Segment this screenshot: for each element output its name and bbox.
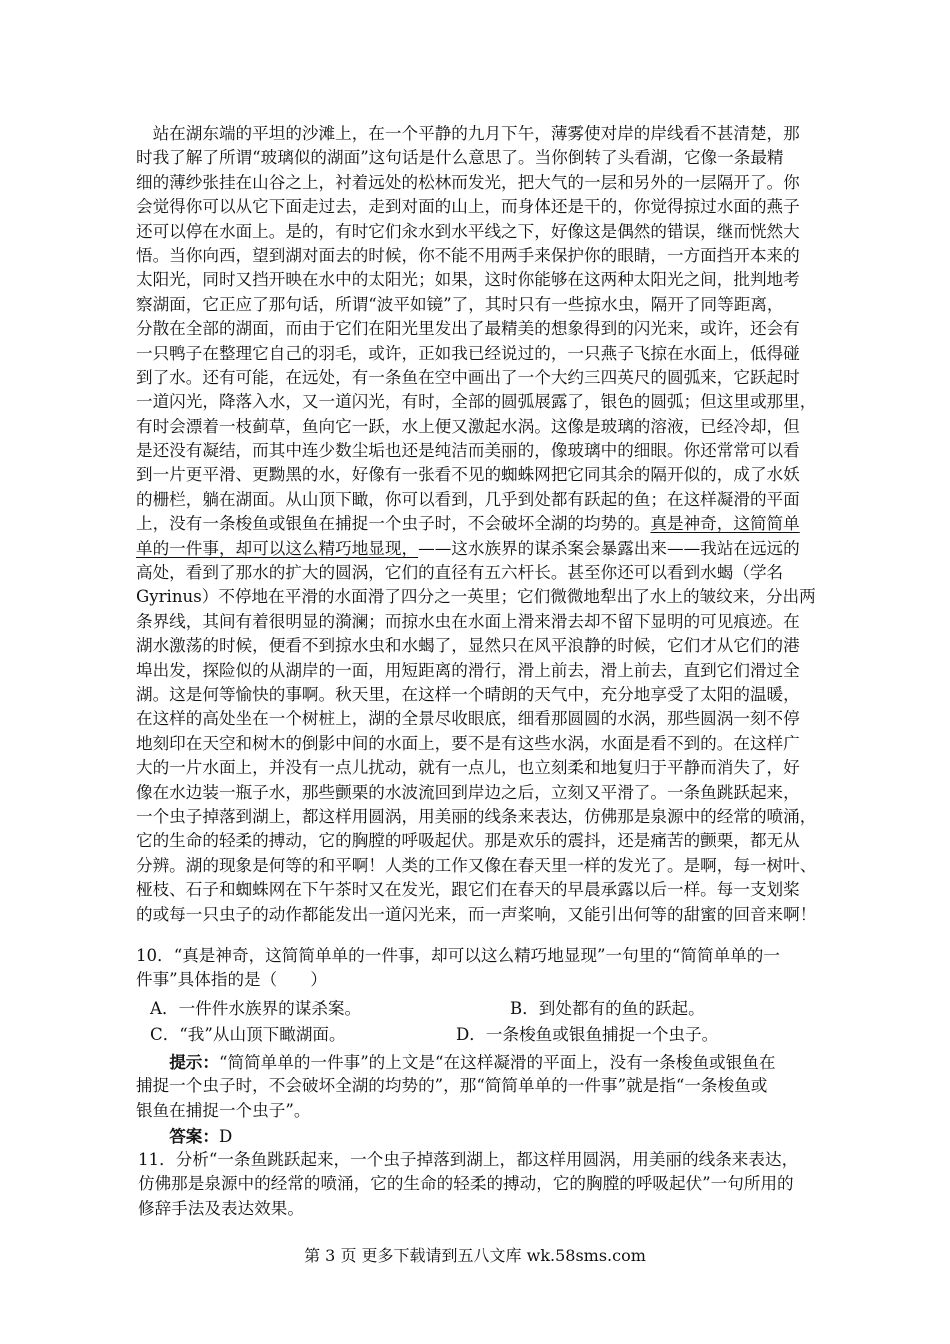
passage-line: 到了水。还有可能，在远处，有一条鱼在空中画出了一个大约三四英尺的圆弧来，它跃起时 [136,367,800,387]
question-stem: 11．分析“一条鱼跳跃起来，一个虫子掉落到湖上，都这样用圆涡，用美丽的线条来表达， [138,1150,799,1169]
passage-line: 时我了解了所谓“玻璃似的湖面”这句话是什么意思了。当你倒转了头看湖，它像一条最精 [136,148,784,168]
passage-line: 太阳光，同时又挡开映在水中的太阳光；如果，这时你能够在这两种太阳光之间，批判地考 [136,270,800,290]
passage-line: 像在水边装一瓶子水，那些颤栗的水波流回到岸边之后，立刻又平滑了。一条鱼跳跃起来， [136,782,800,802]
hint-block [136,1050,826,1123]
question-stem: 修辞手法及表达效果。 [138,1198,304,1218]
passage-line: Gyrinus）不停地在平滑的水面滑了四分之一英里；它们微微地犁出了水上的皱纹来，分出两 [136,587,816,607]
passage-line: 还可以停在水面上。是的，有时它们汆水到水平线之下，好像这是偶然的错误，继而恍然大 [136,221,800,241]
passage-line: 湖水激荡的时候，便看不到掠水虫和水蝎了，显然只在风平浪静的时候，它们才从它们的港 [136,636,800,656]
passage-line [136,512,816,536]
question-stem: 10．“真是神奇，这简简单单的一件事，却可以这么精巧地显现”一句里的“简简单单的一 [136,946,780,965]
answer-value: D [218,1127,233,1146]
passage-line: 是还没有凝结，而其中连少数尘垢也还是纯洁而美丽的，像玻璃中的细眼。你还常常可以看 [136,441,800,461]
reading-passage [136,122,816,927]
passage-line: 它的生命的轻柔的搏动，它的胸膛的呼吸起伏。那是欢乐的震抖，还是痛苦的颤栗，都无从 [136,831,800,851]
answer-line [136,1124,826,1148]
passage-line: 一只鸭子在整理它自己的羽毛，或许，正如我已经说过的，一只燕子飞掠在水面上，低得碰 [136,343,800,363]
hint-line [136,1050,826,1074]
passage-line: 地刻印在天空和树木的倒影中间的水面上，要不是有这些水涡，水面是看不到的。在这样广 [136,733,800,753]
passage-line: 到一片更平滑、更黝黑的水，好像有一张看不见的蜘蛛网把它同其余的隔开似的，成了水妖 [136,465,800,485]
passage-text: 上，没有一条梭鱼或银鱼在捕捉一个虫子时，不会破坏全湖的均势的。 [136,514,651,534]
passage-line: 大的一片水面上，并没有一点儿扰动，就有一点儿，也立刻柔和地复归于平静而消失了，好 [136,758,800,778]
passage-line: 一道闪光，降落入水，又一道闪光，有时，全部的圆弧展露了，银色的圆弧；但这里或那里， [136,392,817,412]
passage-line: 在这样的高处坐在一个树桩上，湖的全景尽收眼底，细看那圆圆的水涡，那些圆涡一刻不停 [136,709,800,729]
answer-block [136,1124,826,1148]
passage-line: 有时会漂着一枝蓟草，鱼向它一跃，水上便又激起水涡。这像是玻璃的溶液，已经冷却，但 [136,416,800,436]
underlined-sentence: 单的一件事，却可以这么精巧地显现， [136,538,419,558]
answer-label: 答案： [169,1126,219,1146]
passage-line: 高处，看到了那水的扩大的圆涡，它们的直径有五六杆长。甚至你还可以看到水蝎（学名 [136,563,784,583]
passage-line: 埠出发，探险似的从湖岸的一面，用短距离的滑行，滑上前去，滑上前去，直到它们滑过全 [136,660,800,680]
hint-label: 提示： [169,1052,219,1072]
passage-line: 的栅栏，躺在湖面。从山顶下瞰，你可以看到，几乎到处都有跃起的鱼；在这样凝滑的平面 [136,489,800,509]
option-d: D．一条梭鱼或银鱼捕捉一个虫子。 [456,1025,719,1044]
question-10 [136,944,826,993]
passage-line: 分散在全部的湖面，而由于它们在阳光里发出了最精美的想象得到的闪光来，或许，还会有 [136,319,800,339]
question-stem: 仿佛那是泉源中的经常的喷涌，它的生命的轻柔的搏动，它的胸膛的呼吸起伏”一句所用的 [138,1174,794,1194]
passage-text: ——这水族界的谋杀案会暴露出来——我站在远远的 [418,538,800,558]
passage-line: 一个虫子掉落到湖上，都这样用圆涡，用美丽的线条来表达，仿佛那是泉源中的经常的喷涌， [136,806,817,826]
option-b: B．到处都有的鱼的跃起。 [510,999,705,1018]
passage-line: 桠枝、石子和蜘蛛网在下午茶时又在发光，跟它们在春天的早晨承露以后一样。每一支划桨 [136,880,800,900]
passage-line: 细的薄纱张挂在山谷之上，衬着远处的松林而发光，把大气的一层和另外的一层隔开了。你 [136,172,800,192]
passage-line: 站在湖东端的平坦的沙滩上，在一个平静的九月下午，薄雾使对岸的岸线看不甚清楚，那 [136,124,800,143]
passage-line: 悟。当你向西，望到湖对面去的时候，你不能不用两手来保护你的眼睛，一方面挡开本来的 [136,245,800,265]
passage-line: 会觉得你可以从它下面走过去，走到对面的山上，而身体还是干的，你觉得掠过水面的燕子 [136,197,800,217]
hint-line: 银鱼在捕捉一个虫子”。 [136,1100,311,1120]
question-stem: 件事”具体指的是（ ） [136,970,328,990]
option-c: C．“我”从山顶下瞰湖面。 [150,1025,346,1044]
passage-line: 湖。这是何等愉快的事啊。秋天里，在这样一个晴朗的天气中，充分地享受了太阳的温暖， [136,684,800,704]
hint-text: “简简单单的一件事”的上文是“在这样凝滑的平面上，没有一条梭鱼或银鱼在 [218,1053,776,1072]
hint-line: 捕捉一个虫子时，不会破坏全湖的均势的”，那“简简单单的一件事”就是指“一条梭鱼或 [136,1076,768,1096]
underlined-sentence: 真是神奇，这简简单 [650,514,800,534]
option-a: A．一件件水族界的谋杀案。 [150,999,362,1018]
passage-line: 的或每一只虫子的动作都能发出一道闪光来，而一声桨响，又能引出何等的甜蜜的回音来啊！ [136,904,817,924]
passage-line [136,537,816,561]
passage-line: 条界线，其间有着很明显的漪澜；而掠水虫在水面上滑来滑去却不留下显明的可见痕迹。在 [136,611,800,631]
page-footer: 第 3 页 更多下载请到五八文库 wk.58sms.com [304,1246,646,1265]
passage-line: 察湖面，它正应了那句话，所谓“波平如镜”了，其时只有一些掠水虫，隔开了同等距离， [136,294,784,314]
passage-line: 分辨。湖的现象是何等的和平啊！人类的工作又像在春天里一样的发光了。是啊，每一树叶、 [136,855,817,875]
question-11 [138,1148,828,1221]
